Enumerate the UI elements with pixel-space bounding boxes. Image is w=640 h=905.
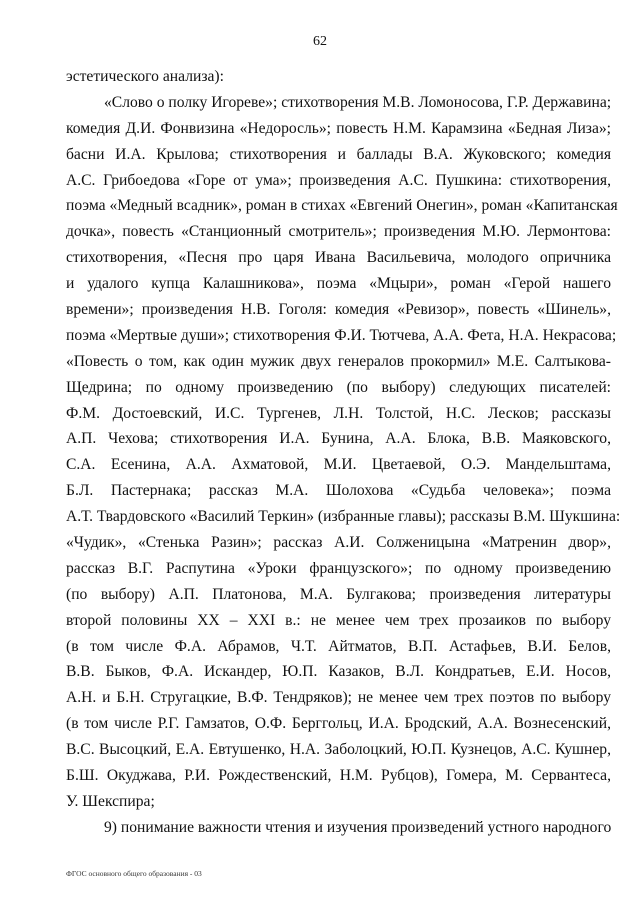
- text-line: 9) понимание важности чтения и изучения произведений устного народного: [104, 818, 612, 836]
- text-line: эстетического анализа):: [66, 68, 224, 85]
- text-line: (в том числе Ф.А. Абрамов, Ч.Т. Айтматов, В.П. Астафьев, В.И. Белов,: [66, 637, 611, 655]
- text-line: дочка», повесть «Станционный смотритель»; произведения М.Ю. Лермонтова:: [66, 223, 611, 241]
- text-line: «Слово о полку Игореве»; стихотворения М.В. Ломоносова, Г.Р. Державина;: [104, 93, 612, 111]
- text-line: А.П. Чехова; стихотворения И.А. Бунина, А.А. Блока, В.В. Маяковского,: [66, 430, 611, 448]
- text-line: В.В. Быков, Ф.А. Искандер, Ю.П. Казаков, В.Л. Кондратьев, Е.И. Носов,: [66, 663, 611, 681]
- text-line: поэма «Мертвые души»; стихотворения Ф.И. Тютчева, А.А. Фета, Н.А. Некрасова;: [66, 326, 617, 344]
- text-line: стихотворения, «Песня про царя Ивана Васильевича, молодого опричника: [66, 249, 611, 267]
- text-line: Б.Ш. Окуджава, Р.И. Рождественский, Н.М. Рубцов), Гомера, М. Сервантеса,: [66, 767, 611, 785]
- text-line: поэма «Медный всадник», роман в стихах «Евгений Онегин», роман «Капитанская: [66, 197, 618, 215]
- text-line: Ф.М. Достоевский, И.С. Тургенев, Л.Н. Толстой, Н.С. Лесков; рассказы: [66, 404, 611, 422]
- text-line: А.Т. Твардовского «Василий Теркин» (избранные главы); рассказы В.М. Шукшина:: [66, 508, 621, 526]
- text-line: Б.Л. Пастернака; рассказ М.А. Шолохова «Судьба человека»; поэма: [66, 482, 611, 500]
- page-footer: ФГОС основного общего образования - 03: [66, 869, 202, 878]
- text-line: второй половины XX – XXI в.: не менее чем трех прозаиков по выбору: [66, 611, 611, 629]
- text-line: и удалого купца Калашникова», поэма «Мцыри», роман «Герой нашего: [66, 275, 611, 293]
- text-line: А.С. Грибоедова «Горе от ума»; произведения А.С. Пушкина: стихотворения,: [66, 171, 611, 189]
- text-line: А.Н. и Б.Н. Стругацкие, В.Ф. Тендряков); не менее чем трех поэтов по выбору: [66, 689, 611, 707]
- text-line: комедия Д.И. Фонвизина «Недоросль»; повесть Н.М. Карамзина «Бедная Лиза»;: [66, 119, 611, 137]
- text-line: Щедрина; по одному произведению (по выбору) следующих писателей:: [66, 378, 611, 396]
- page-number: 62: [313, 34, 327, 49]
- text-line: (в том числе Р.Г. Гамзатов, О.Ф. Берггольц, И.А. Бродский, А.А. Вознесенский,: [66, 715, 611, 733]
- text-line: басни И.А. Крылова; стихотворения и баллады В.А. Жуковского; комедия: [66, 145, 611, 163]
- text-line: У. Шекспира;: [66, 792, 155, 810]
- text-line: «Чудик», «Стенька Разин»; рассказ А.И. Солженицына «Матренин двор»,: [66, 534, 611, 552]
- text-line: рассказ В.Г. Распутина «Уроки французского»; по одному произведению: [66, 559, 611, 577]
- text-line: С.А. Есенина, А.А. Ахматовой, М.И. Цветаевой, О.Э. Мандельштама,: [66, 456, 611, 474]
- text-line: времени»; произведения Н.В. Гоголя: комедия «Ревизор», повесть «Шинель»,: [66, 301, 611, 319]
- text-line: (по выбору) А.П. Платонова, М.А. Булгакова; произведения литературы: [66, 585, 611, 603]
- body-text: [66, 64, 621, 841]
- text-line: «Повесть о том, как один мужик двух генералов прокормил» М.Е. Салтыкова-: [66, 352, 611, 370]
- text-line: В.С. Высоцкий, Е.А. Евтушенко, Н.А. Заболоцкий, Ю.П. Кузнецов, А.С. Кушнер,: [66, 741, 611, 759]
